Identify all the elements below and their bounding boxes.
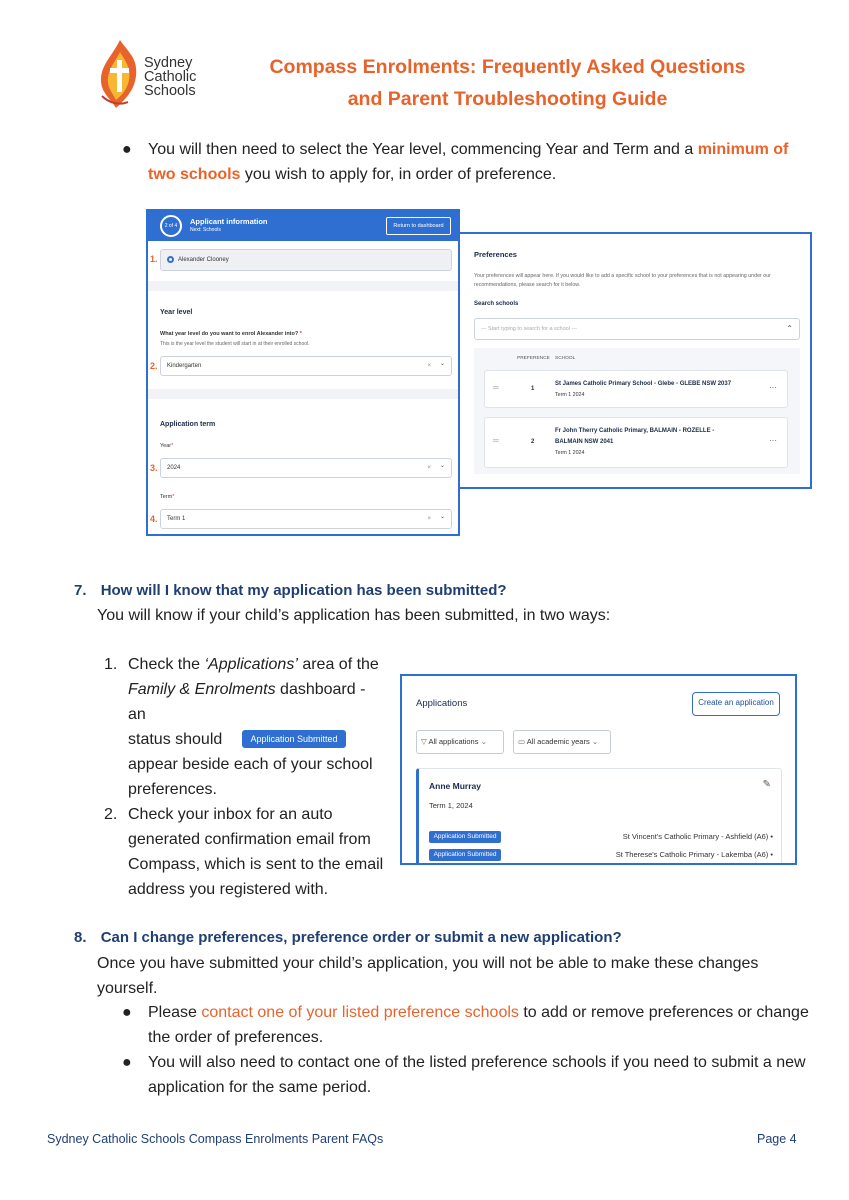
preference-school-line2: BALMAIN NSW 2041 [555, 439, 614, 445]
year-hint: This is the year level the student will start in at their enrolled school. [160, 341, 310, 347]
page-title [250, 51, 765, 115]
year-level-heading: Year level [160, 309, 193, 316]
footer-page-number: Page 4 [757, 1132, 797, 1146]
search-schools-input[interactable] [474, 318, 800, 340]
q7-heading [74, 580, 507, 602]
bullet1-text: You will then need to select the Year level, commencing Year and Term and a [148, 141, 698, 158]
bullet1-highlight1: minimum of [697, 141, 789, 158]
q8-intro [97, 951, 797, 1001]
logo-line3: Schools [144, 83, 196, 99]
application-term: Term 1, 2024 [429, 801, 473, 810]
q7-question: How will I know that my application has been submitted? [100, 582, 507, 599]
q8-b1-pre: Please [148, 1004, 202, 1021]
applications-screenshot [400, 674, 797, 865]
filter-applications-label: All applications [428, 737, 479, 746]
year-label: Year [160, 443, 172, 449]
q7-item2-d: address you registered with. [128, 881, 329, 898]
year-level-value: Kindergarten [167, 363, 202, 369]
edit-pencil-icon[interactable]: ✎ [762, 779, 771, 790]
chevron-down-icon: ⌄ [480, 737, 487, 746]
year-label-row [160, 443, 173, 449]
preference-rank: 2 [531, 439, 535, 445]
filter-applications[interactable] [416, 730, 504, 754]
q7-item1-f: status should [128, 731, 223, 748]
applicant-info-subtitle: Next: Schools [190, 227, 221, 233]
q8-b1-line2: the order of preferences. [148, 1029, 324, 1046]
footer-left: Sydney Catholic Schools Compass Enrolments Parent FAQs [47, 1132, 384, 1146]
chevron-up-icon[interactable]: ⌃ [786, 324, 793, 333]
col-preference: PREFERENCE [517, 356, 550, 361]
page-title-line1: Compass Enrolments: Frequently Asked Questions [269, 56, 746, 78]
preference-row[interactable] [484, 417, 788, 468]
q8-b1-post: to add or remove preferences or change [518, 1004, 809, 1021]
drag-handle-icon[interactable]: ═ [493, 383, 499, 392]
col-school: SCHOOL [555, 356, 576, 361]
preferences-description: Your preferences will appear here. If you would like to add a specific school to your preferences that is not appearing under our recommendations, please search for it below. [474, 273, 771, 288]
preferences-table [474, 348, 800, 474]
applicant-info-header [148, 211, 458, 241]
preference-row[interactable] [484, 370, 788, 408]
q8-b2-line2: application for the same period. [148, 1079, 372, 1096]
calendar-icon: ▭ [518, 737, 526, 746]
preference-term: Term 1 2024 [555, 450, 585, 456]
marker-4: 4. [150, 514, 158, 524]
clear-icon[interactable]: × [427, 363, 431, 369]
logo-line2: Catholic [144, 69, 197, 85]
q8-number: 8. [74, 929, 87, 946]
q7-item1-c: area of the [297, 656, 379, 673]
status-badge: Application Submitted [429, 831, 501, 843]
application-submitted-badge: Application Submitted [242, 730, 346, 748]
preference-term: Term 1 2024 [555, 392, 585, 398]
application-school: St Therese's Catholic Primary - Lakemba (A6) • [615, 850, 773, 859]
q7-item1-e: dashboard - an [128, 681, 366, 723]
year-question: What year level do you want to enrol Alexander into? [160, 331, 299, 337]
q7-item1-num: 1. [104, 656, 118, 673]
filter-icon: ▽ [421, 737, 427, 746]
chevron-down-icon[interactable]: ⌄ [439, 514, 445, 520]
required-mark: * [299, 331, 302, 337]
search-placeholder: --- Start typing to search for a school --- [481, 326, 577, 332]
q8-bullet2 [122, 1050, 812, 1100]
preferences-title: Preferences [474, 250, 517, 259]
bullet-dot: ● [122, 1054, 132, 1071]
q8-bullet1 [122, 1000, 812, 1050]
filter-academic-years-label: All academic years [526, 737, 590, 746]
applicant-info-screenshot [146, 209, 460, 536]
bullet-dot: ● [122, 1004, 132, 1021]
q7-item1-b: ‘Applications’ [204, 656, 298, 673]
search-schools-label: Search schools [474, 301, 519, 307]
applications-title: Applications [416, 698, 468, 709]
q7-item1 [104, 652, 384, 802]
drag-handle-icon[interactable]: ═ [493, 436, 499, 445]
status-badge: Application Submitted [429, 849, 501, 861]
term-value: Term 1 [167, 516, 186, 522]
q7-item1-d: Family & Enrolments [128, 681, 276, 698]
q7-item2-a: Check your inbox for an auto [128, 806, 333, 823]
student-name: Alexander Clooney [178, 257, 229, 263]
year-question-row [160, 331, 302, 337]
radio-selected-icon [167, 256, 174, 263]
preference-school: Fr John Therry Catholic Primary, BALMAIN - ROZELLE - [555, 428, 715, 434]
q8-question: Can I change preferences, preference order or submit a new application? [100, 929, 622, 946]
student-option[interactable] [160, 249, 452, 271]
marker-1: 1. [150, 254, 158, 264]
preference-rank: 1 [531, 386, 535, 392]
step-indicator: 2 of 4 [160, 215, 182, 237]
q7-item2-c: Compass, which is sent to the email [128, 856, 384, 873]
bullet-dot: ● [122, 141, 132, 158]
page-title-line2: and Parent Troubleshooting Guide [347, 88, 668, 110]
more-options-icon[interactable]: ⋯ [769, 383, 777, 392]
q7-item1-h: preferences. [128, 781, 217, 798]
q8-intro-line1: Once you have submitted your child’s application, you will not be able to make these changes [97, 955, 759, 972]
q7-intro: You will know if your child’s application has been submitted, in two ways: [97, 607, 611, 624]
chevron-down-icon[interactable]: ⌄ [439, 361, 445, 367]
q8-b2-line1: You will also need to contact one of the listed preference schools if you need to submit a new [148, 1054, 806, 1071]
return-dashboard-button[interactable]: Return to dashboard [386, 217, 451, 235]
more-options-icon[interactable]: ⋯ [769, 436, 777, 445]
application-term-heading: Application term [160, 421, 216, 428]
q7-item2-b: generated confirmation email from [128, 831, 371, 848]
required-mark-year: * [171, 443, 174, 449]
q7-item1-g: appear beside each of your school [128, 756, 373, 773]
term-label: Term [160, 494, 173, 500]
term-label-row [160, 494, 174, 500]
filter-academic-years[interactable] [513, 730, 611, 754]
q7-item2 [104, 802, 394, 902]
applicant-info-title: Applicant information [190, 217, 268, 226]
bullet1-post: you wish to apply for, in order of preference. [240, 166, 557, 183]
chevron-down-icon[interactable]: ⌄ [439, 463, 445, 469]
bullet1-highlight2: two schools [148, 166, 241, 183]
q8-heading [74, 927, 622, 949]
year-select-value: 2024 [167, 465, 181, 471]
term-select[interactable] [160, 509, 452, 529]
application-school: St Vincent's Catholic Primary - Ashfield (A6) • [622, 832, 773, 841]
applicant-name: Anne Murray [429, 781, 481, 791]
application-card[interactable] [416, 768, 782, 865]
q7-item2-num: 2. [104, 806, 118, 823]
bullet-select-year [122, 137, 802, 187]
logo [98, 38, 208, 110]
year-level-select[interactable] [160, 356, 452, 376]
clear-icon[interactable]: × [427, 465, 431, 471]
q7-item1-a: Check the [128, 656, 205, 673]
required-mark-term: * [172, 494, 175, 500]
logo-line1: Sydney [144, 55, 193, 71]
chevron-down-icon: ⌄ [591, 737, 599, 746]
flame-cross-icon [98, 38, 142, 110]
contact-schools-link[interactable]: contact one of your listed preference schools [201, 1004, 519, 1021]
marker-3: 3. [150, 463, 158, 473]
preferences-screenshot [458, 232, 812, 489]
clear-icon[interactable]: × [427, 516, 431, 522]
q7-number: 7. [74, 582, 87, 599]
create-application-button[interactable]: Create an application [692, 692, 780, 716]
year-select[interactable] [160, 458, 452, 478]
q8-intro-line2: yourself. [97, 980, 158, 997]
marker-2: 2. [150, 361, 158, 371]
preference-school: St James Catholic Primary School - Glebe - GLEBE NSW 2037 [555, 381, 732, 387]
